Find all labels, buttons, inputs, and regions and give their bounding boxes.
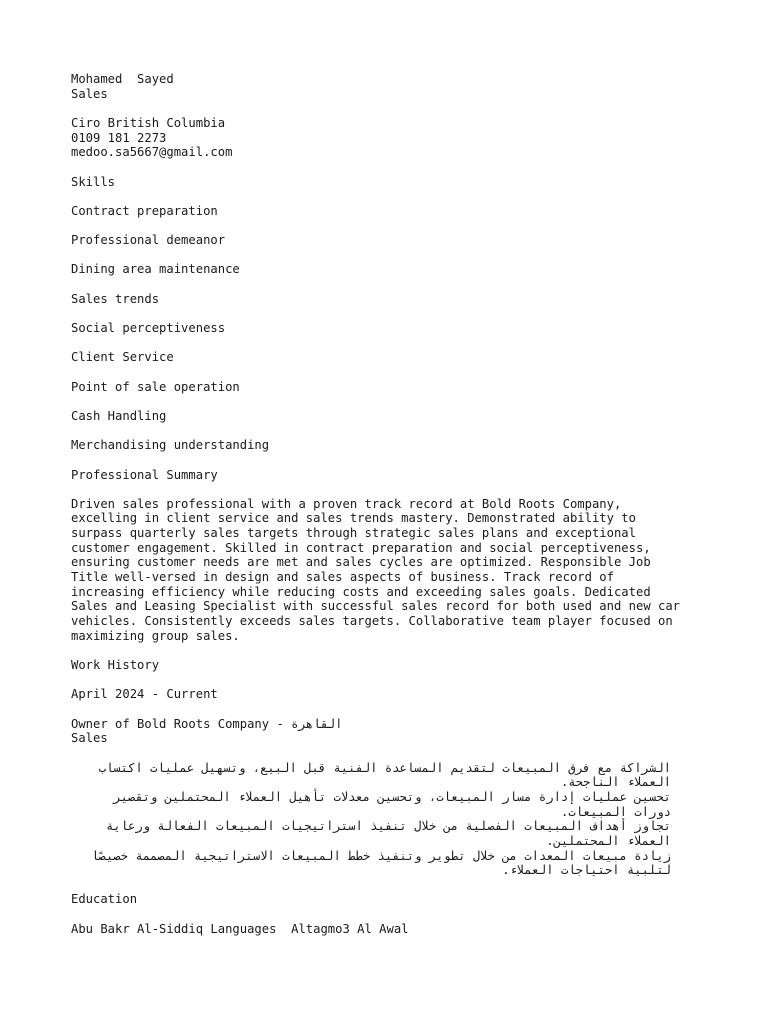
skills-heading: Skills bbox=[71, 174, 116, 189]
spacer bbox=[71, 643, 701, 658]
spacer bbox=[71, 482, 701, 497]
summary-line: increasing efficiency while reducing costs and exceeding sales goals. Dedicated bbox=[71, 584, 651, 599]
skill-item: Cash Handling bbox=[71, 408, 167, 423]
job-dates: April 2024 - Current bbox=[71, 687, 218, 702]
spacer bbox=[71, 746, 701, 761]
spacer bbox=[71, 306, 701, 321]
spacer bbox=[71, 394, 701, 409]
candidate-name: Mohamed Sayed bbox=[71, 72, 174, 86]
candidate-phone: 0109 181 2273 bbox=[71, 130, 167, 145]
candidate-title: Sales bbox=[71, 86, 108, 101]
skill-item: Professional demeanor bbox=[71, 233, 226, 248]
summary-line: excelling in client service and sales trends mastery. Demonstrated ability to bbox=[71, 511, 636, 526]
spacer bbox=[71, 160, 701, 175]
education-entry: Abu Bakr Al-Siddiq Languages Altagmo3 Al Awal bbox=[71, 921, 409, 936]
job-duty: زيادة مبيعات المعدات من خلال تطوير وتنفيذ خطط المبيعات الاستراتيجية المصممة خصيصًا لتلبية احتياجات العملاء. bbox=[91, 848, 671, 878]
candidate-email: medoo.sa5667@gmail.com bbox=[71, 145, 233, 160]
spacer bbox=[71, 219, 701, 234]
job-position: Owner of Bold Roots Company - القاهرة bbox=[71, 716, 343, 731]
spacer bbox=[71, 424, 701, 439]
skill-item: Sales trends bbox=[71, 291, 160, 306]
summary-line: Driven sales professional with a proven track record at Bold Roots Company, bbox=[71, 496, 622, 511]
spacer bbox=[71, 248, 701, 263]
spacer bbox=[71, 277, 701, 292]
skill-item: Dining area maintenance bbox=[71, 262, 240, 277]
work-history-heading: Work History bbox=[71, 658, 160, 673]
spacer bbox=[71, 673, 701, 688]
spacer bbox=[71, 336, 701, 351]
skill-item: Social perceptiveness bbox=[71, 321, 226, 336]
spacer bbox=[71, 365, 701, 380]
spacer bbox=[71, 453, 701, 468]
job-role: Sales bbox=[71, 731, 108, 746]
spacer bbox=[71, 101, 701, 116]
skill-item: Point of sale operation bbox=[71, 379, 240, 394]
education-heading: Education bbox=[71, 892, 138, 907]
summary-line: maximizing group sales. bbox=[71, 628, 240, 643]
summary-line: Title well-versed in design and sales aspects of business. Track record of bbox=[71, 570, 614, 585]
summary-line: surpass quarterly sales targets through strategic sales plans and exceptional bbox=[71, 526, 636, 541]
summary-line: Sales and Leasing Specialist with successful sales record for both used and new car bbox=[71, 599, 681, 614]
skill-item: Client Service bbox=[71, 350, 174, 365]
skill-item: Contract preparation bbox=[71, 203, 218, 218]
spacer bbox=[71, 878, 701, 893]
spacer bbox=[71, 907, 701, 922]
summary-line: vehicles. Consistently exceeds sales targets. Collaborative team player focused on bbox=[71, 614, 673, 629]
skill-item: Merchandising understanding bbox=[71, 438, 270, 453]
job-duty: تحسين عمليات إدارة مسار المبيعات، وتحسين معدلات تأهيل العملاء المحتملين وتقصير دورات المبيعات. bbox=[113, 789, 671, 819]
job-duty: تجاوز أهداف المبيعات الفصلية من خلال تنفيذ استراتيجيات المبيعات الفعالة ورعاية العملاء المحتملين. bbox=[106, 819, 671, 848]
job-duty: الشراكة مع فرق المبيعات لتقديم المساعدة الفنية قبل البيع، وتسهيل عمليات اكتساب العملاء الناجحة. bbox=[98, 760, 671, 790]
summary-line: customer engagement. Skilled in contract preparation and social perceptiveness, bbox=[71, 540, 651, 555]
resume-document bbox=[71, 72, 701, 936]
candidate-location: Ciro British Columbia bbox=[71, 115, 226, 130]
summary-line: ensuring customer needs are met and sales cycles are optimized. Responsible Job bbox=[71, 555, 651, 570]
spacer bbox=[71, 702, 701, 717]
summary-heading: Professional Summary bbox=[71, 467, 218, 482]
spacer bbox=[71, 189, 701, 204]
